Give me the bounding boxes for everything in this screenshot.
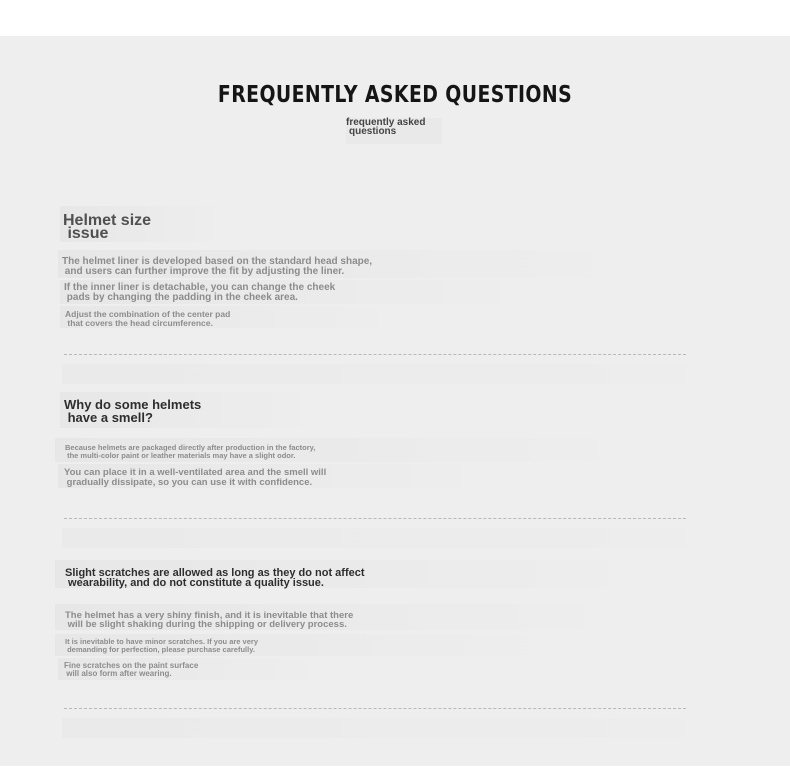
faq-answer: Because helmets are packaged directly after production in the factory, the multi-color paint or leather materials may have a slight odor. bbox=[55, 438, 655, 462]
faint-background-row bbox=[62, 528, 686, 548]
faq-answer: It is inevitable to have minor scratches. If you are very demanding for perfection, please purchase carefully. bbox=[55, 634, 573, 656]
subtitle-line-1: frequently asked bbox=[346, 117, 426, 128]
page-subtitle bbox=[346, 118, 442, 144]
faq-answer: Adjust the combination of the center pad that covers the head circumference. bbox=[60, 306, 410, 328]
faq-answer: Fine scratches on the paint surface will also form after wearing. bbox=[58, 658, 332, 680]
faq-answer: The helmet liner is developed based on the standard head shape, and users can further improve the fit by adjusting the liner. bbox=[58, 250, 650, 278]
faq-question-helmet-smell: Why do some helmets have a smell? bbox=[60, 392, 326, 428]
faq-answer: You can place it in a well-ventilated area and the smell will gradually dissipate, so you can use it with confidence. bbox=[58, 464, 504, 488]
faint-background-row bbox=[62, 364, 686, 384]
section-divider bbox=[64, 518, 686, 519]
page-title: FREQUENTLY ASKED QUESTIONS bbox=[217, 82, 573, 108]
faq-answer: If the inner liner is detachable, you can change the cheek pads by changing the padding in the cheek area. bbox=[60, 280, 544, 304]
section-divider bbox=[64, 708, 686, 709]
section-divider bbox=[64, 354, 686, 355]
faq-answer: The helmet has a very shiny finish, and it is inevitable that there will be slight shaking during the shipping or delivery process. bbox=[55, 604, 641, 630]
subtitle-line-2: questions bbox=[349, 126, 397, 137]
faint-background-row bbox=[62, 718, 686, 738]
faq-question-helmet-size: Helmet size issue bbox=[60, 206, 230, 242]
faq-question-scratches: Slight scratches are allowed as long as they do not affect wearability, and do not constitute a quality issue. bbox=[55, 560, 663, 588]
